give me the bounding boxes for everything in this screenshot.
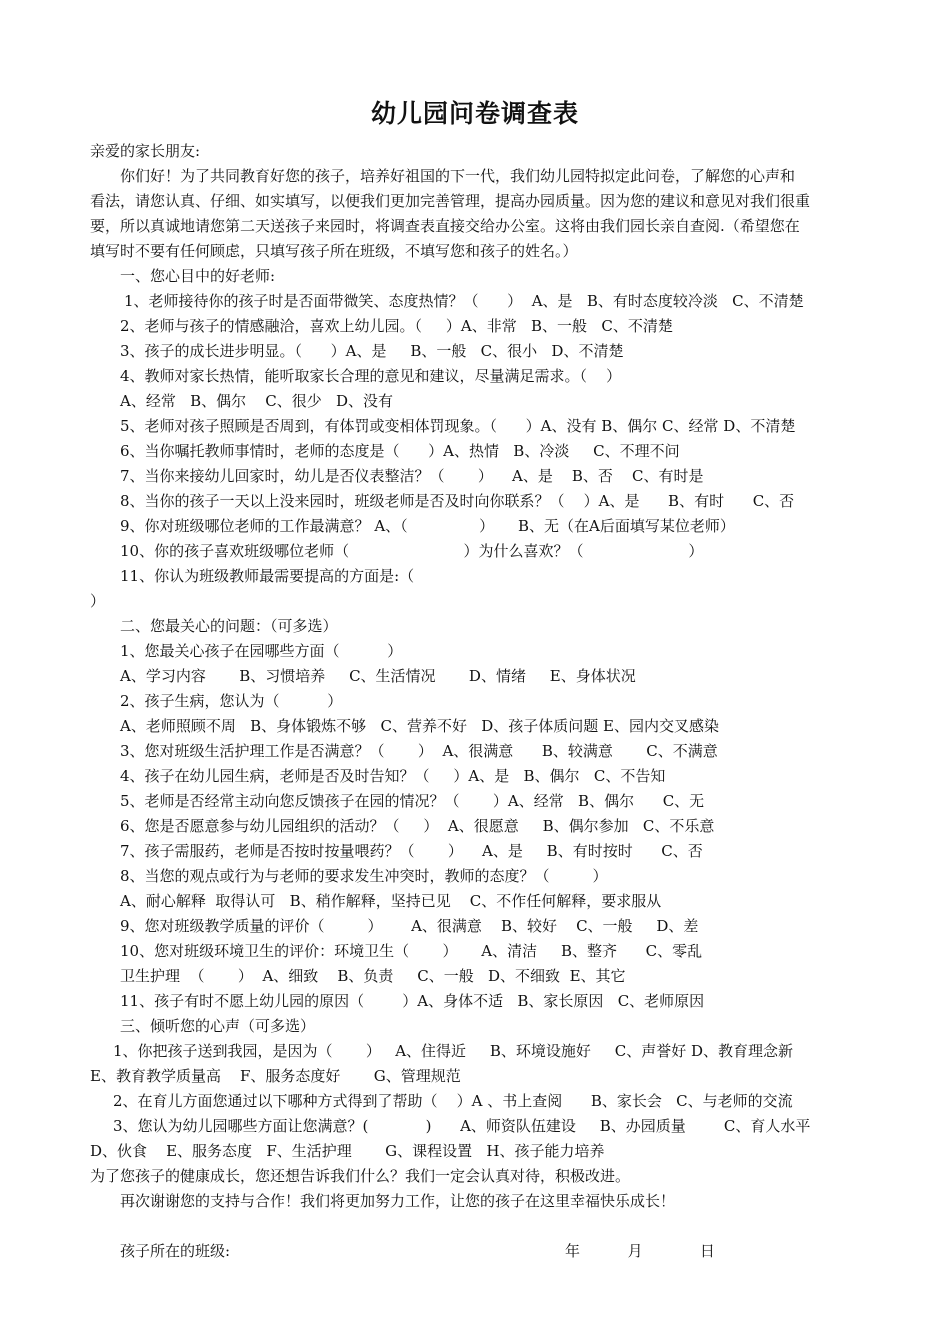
- question-line: 3、您对班级生活护理工作是否满意？（ ） A、很满意 B、较满意 C、不满意: [120, 742, 718, 760]
- question-line: 5、老师是否经常主动向您反馈孩子在园的情况？（ ）A、经常 B、偶尔 C、无: [120, 792, 705, 810]
- question-line: 6、当你嘱托教师事情时，老师的态度是（ ）A、热情 B、冷淡 C、不理不问: [120, 442, 680, 460]
- question-line: 4、教师对家长热情，能听取家长合理的意见和建议，尽量满足需求。（ ）: [120, 367, 622, 385]
- intro-line: 看法，请您认真、仔细、如实填写，以便我们更加完善管理，提高办园质量。因为您的建议和意见对我们很重: [90, 192, 811, 210]
- question-line: 卫生护理 （ ） A、细致 B、负责 C、一般 D、不细致 E、其它: [120, 967, 626, 985]
- question-line: D、伙食 E、服务态度 F、生活护理 G、课程设置 H、孩子能力培养: [90, 1142, 605, 1160]
- question-line: A、学习内容 B、习惯培养 C、生活情况 D、情绪 E、身体状况: [120, 667, 636, 685]
- question-line: 9、你对班级哪位老师的工作最满意？ A、（ ） B、无（在A后面填写某位老师）: [120, 517, 735, 535]
- question-line: 3、您认为幼儿园哪些方面让您满意？( ) A、师资队伍建设 B、办园质量 C、育人水平: [113, 1117, 811, 1135]
- closing-line: 再次谢谢您的支持与合作！我们将更加努力工作，让您的孩子在这里幸福快乐成长！: [120, 1192, 676, 1210]
- question-line: 2、孩子生病，您认为（ ）: [120, 692, 343, 710]
- question-line: 2、老师与孩子的情感融洽，喜欢上幼儿园。（ ）A、非常 B、一般 C、不清楚: [120, 317, 673, 335]
- question-line: 4、孩子在幼儿园生病，老师是否及时告知？（ ）A、是 B、偶尔 C、不告知: [120, 767, 666, 785]
- intro-line: 要，所以真诚地请您第二天送孩子来园时，将调查表直接交给办公室。这将由我们园长亲自查阅.（希望您在: [90, 217, 800, 235]
- question-line: A、耐心解释 取得认可 B、稍作解释，坚持已见 C、不作任何解释，要求服从: [120, 892, 662, 910]
- date-text: 年 月 日: [565, 1242, 715, 1260]
- question-line: A、老师照顾不周 B、身体锻炼不够 C、营养不好 D、孩子体质问题 E、园内交叉感染: [120, 717, 719, 735]
- question-line: 11、你认为班级教师最需要提高的方面是:（: [120, 567, 415, 585]
- closing-line: 为了您孩子的健康成长，您还想告诉我们什么？我们一定会认真对待，积极改进。: [90, 1167, 631, 1185]
- question-line: 3、孩子的成长进步明显。（ ）A、是 B、一般 C、很小 D、不清楚: [120, 342, 624, 360]
- question-line: 1、你把孩子送到我园，是因为（ ） A、住得近 B、环境设施好 C、声誉好 D、教育理念新: [113, 1042, 794, 1060]
- intro-line: 你们好！为了共同教育好您的孩子，培养好祖国的下一代，我们幼儿园特拟定此问卷，了解您的心声和: [120, 167, 796, 185]
- question-line: 10、你的孩子喜欢班级哪位老师（ ）为什么喜欢？（ ）: [120, 542, 704, 560]
- section-heading: 二、您最关心的问题：（可多选）: [120, 617, 338, 635]
- section-heading: 一、您心目中的好老师:: [120, 267, 276, 285]
- question-line: ）: [90, 592, 106, 610]
- intro-line: 填写时不要有任何顾虑，只填写孩子所在班级，不填写您和孩子的姓名。）: [90, 242, 578, 260]
- question-line: 7、孩子需服药，老师是否按时按量喂药？（ ） A、是 B、有时按时 C、否: [120, 842, 703, 860]
- question-line: 8、当你的孩子一天以上没来园时，班级老师是否及时向你联系？（ ）A、是 B、有时 C、否: [120, 492, 795, 510]
- question-line: 6、您是否愿意参与幼儿园组织的活动？（ ） A、很愿意 B、偶尔参加 C、不乐意: [120, 817, 715, 835]
- question-line: 10、您对班级环境卫生的评价：环境卫生（ ） A、清洁 B、整齐 C、零乱: [120, 942, 703, 960]
- question-line: 11、孩子有时不愿上幼儿园的原因（ ）A、身体不适 B、家长原因 C、老师原因: [120, 992, 705, 1010]
- page-title: 幼儿园问卷调查表: [370, 99, 579, 128]
- question-line: A、经常 B、偶尔 C、很少 D、没有: [120, 392, 394, 410]
- question-line: 5、老师对孩子照顾是否周到，有体罚或变相体罚现象。（ ）A、没有 B、偶尔 C、经常 D、不清楚: [120, 417, 796, 435]
- question-line: 1、您最关心孩子在园哪些方面（ ）: [120, 642, 403, 660]
- section-heading: 三、倾听您的心声（可多选）: [120, 1017, 316, 1035]
- question-line: 7、当你来接幼儿回家时，幼儿是否仪表整洁？（ ） A、是 B、否 C、有时是: [120, 467, 704, 485]
- question-line: 9、您对班级教学质量的评价（ ） A、很满意 B、较好 C、一般 D、差: [120, 917, 699, 935]
- greeting: 亲爱的家长朋友:: [90, 142, 201, 160]
- question-line: 8、当您的观点或行为与老师的要求发生冲突时，教师的态度？（ ）: [120, 867, 608, 885]
- class-label: 孩子所在的班级:: [120, 1242, 231, 1260]
- question-line: 1、老师接待你的孩子时是否面带微笑、态度热情？（ ） A、是 B、有时态度较冷淡 C、不清楚: [124, 292, 804, 310]
- question-line: 2、在育儿方面您通过以下哪种方式得到了帮助（ ）A 、书上查阅 B、家长会 C、与老师的交流: [113, 1092, 793, 1110]
- question-line: E、教育教学质量高 F、服务态度好 G、管理规范: [90, 1067, 461, 1085]
